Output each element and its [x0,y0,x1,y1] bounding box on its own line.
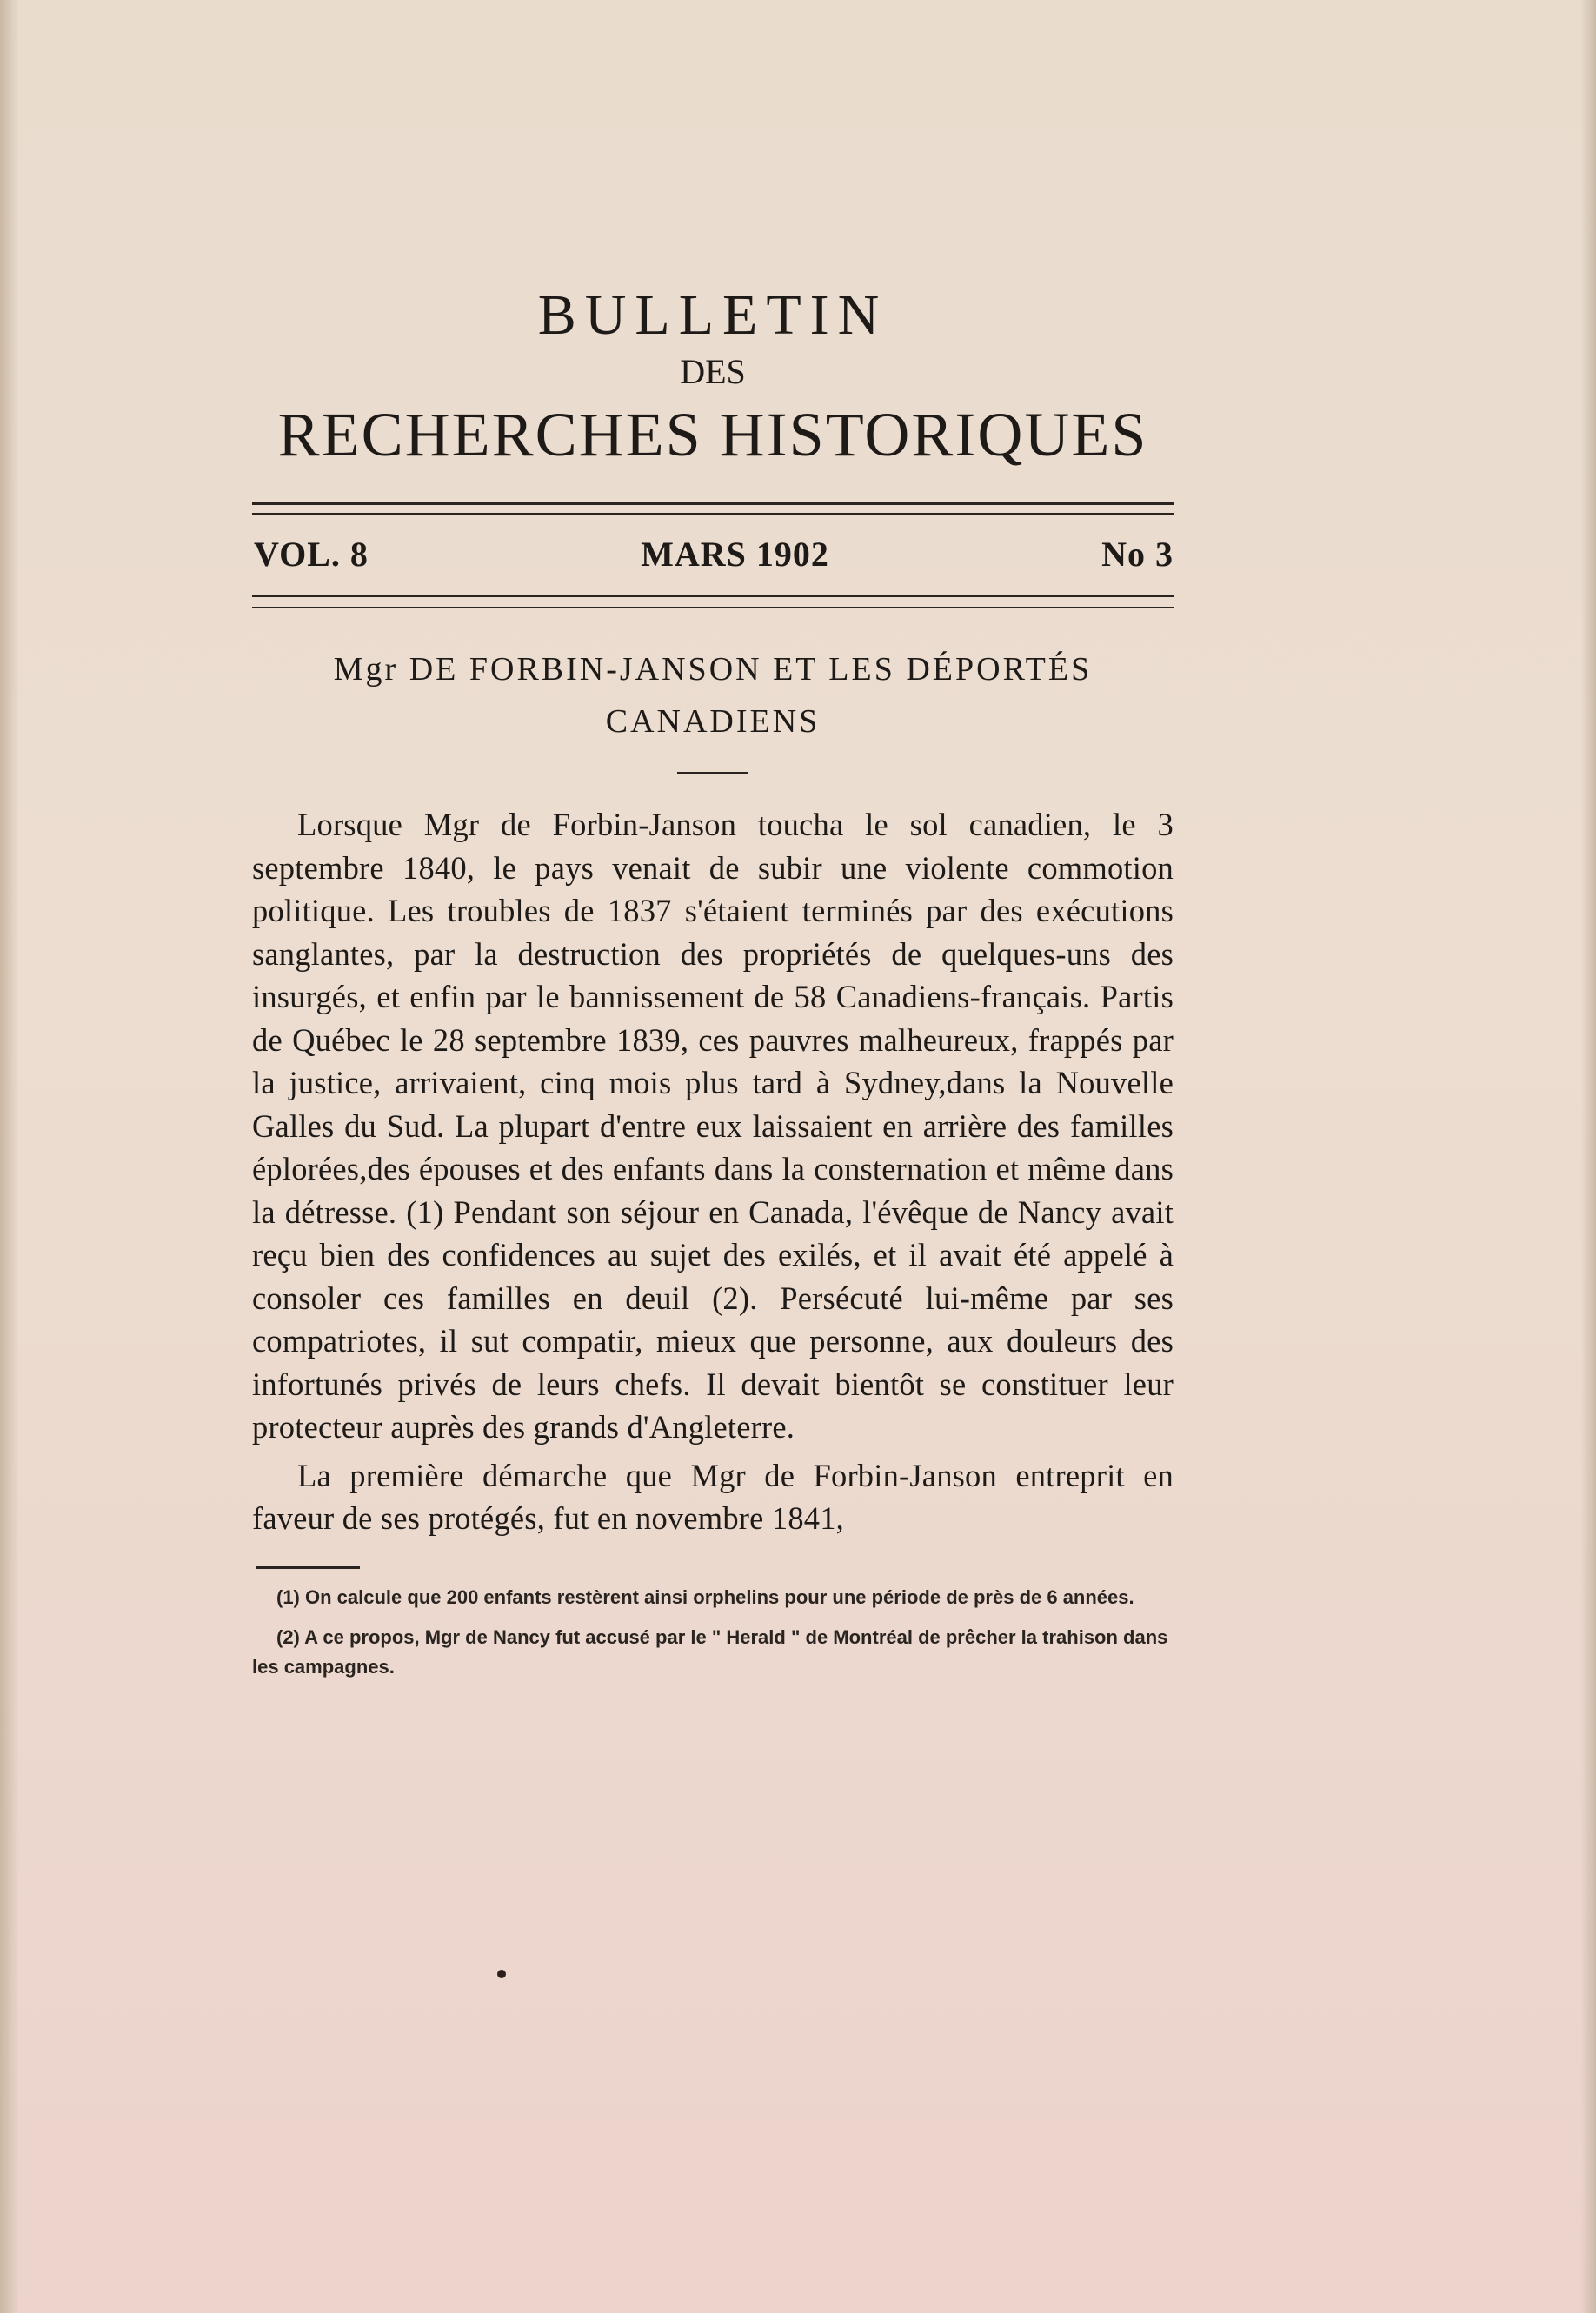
issue-rule-bottom [252,595,1174,597]
journal-title-des: DES [680,352,746,391]
issue-rule-bottom-thin [252,607,1174,608]
article [252,643,1174,1692]
article-body [252,803,1174,1540]
title-separator [677,772,748,774]
article-paragraph: Lorsque Mgr de Forbin-Janson toucha le sol canadien, le 3 septembre 1840, le pays venait de subir une violente commotion politique. Les troubles de 1837 s'étaient terminés par des exécutions sanglantes, par la destruction des propriétés de quelques-uns des insurgés, et enfin par le bannissement de 58 Canadiens-français. Partis de Québec le 28 septembre 1839, ces pauvres malheureux, frappés par la justice, arrivaient, cinq mois plus tard à Sydney,dans la Nouvelle Galles du Sud. La plupart d'entre eux laissaient en arrière des familles éplorées,des épouses et des enfants dans la consternation et même dans la détresse. (1) Pendant son séjour en Canada, l'évêque de Nancy avait reçu bien des confidences au sujet des exilés, et il avait été appelé à consoler ces familles en deuil (2). Persécuté lui-même par ses compatriotes, il sut compatir, mieux que personne, aux douleurs des infortunés privés de leurs chefs. Il devait bientôt se constituer leur protecteur auprès des grands d'Angleterre. [252,807,1174,1445]
ink-speck [497,1970,506,1978]
article-title [252,643,1174,748]
page-left-edge-shadow [0,0,19,2313]
issue-volume: VOL. 8 [254,535,369,574]
footnote: (1) On calcule que 200 enfants restèrent ainsi orphelins pour une période de près de 6 années. [276,1585,1134,1608]
masthead [252,283,1174,469]
article-paragraph: La première démarche que Mgr de Forbin-Janson entreprit en faveur de ses protégés, fut en novembre 1841, [252,1457,1174,1536]
masthead-rule-top-thin [252,513,1174,515]
footnote: (2) A ce propos, Mgr de Nancy fut accusé par le " Herald " de Montréal de prêcher la trahison dans les campagnes. [252,1625,1168,1678]
article-title-line-1: Mgr DE FORBIN-JANSON ET LES DÉPORTÉS [333,651,1093,688]
issue-number: No 3 [1101,535,1174,574]
masthead-rule-top [252,502,1174,505]
footnotes [252,1583,1174,1682]
page-right-edge-shadow [1580,0,1596,2313]
article-title-line-2: CANADIENS [605,703,821,740]
issue-date: MARS 1902 [641,535,829,574]
journal-subtitle: RECHERCHES HISTORIQUES [277,400,1148,469]
journal-title: BULLETIN [537,283,888,347]
footnote-rule [256,1566,360,1569]
issue-line [254,534,1174,575]
